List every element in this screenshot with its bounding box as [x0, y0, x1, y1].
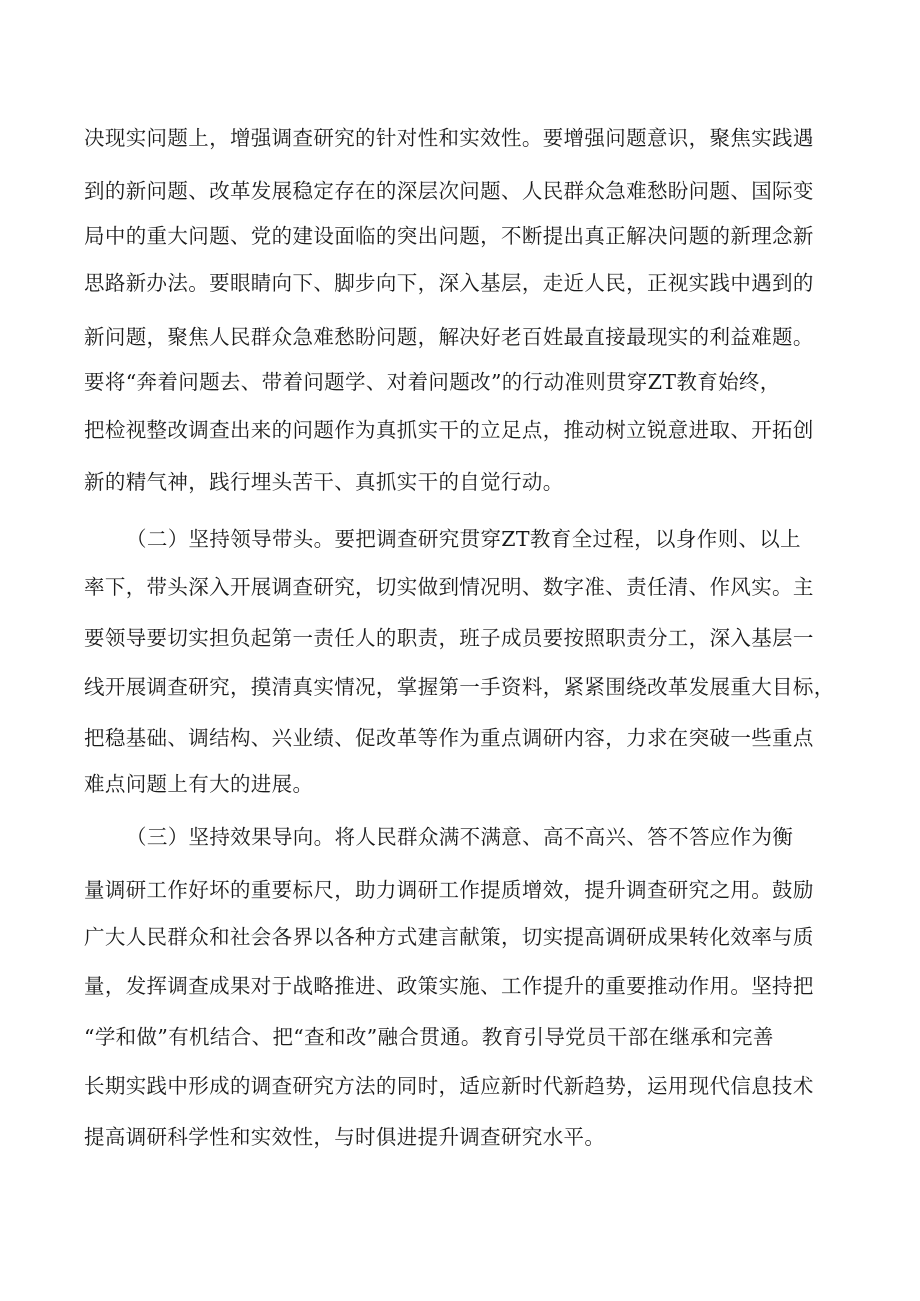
text-line: 提高调研科学性和实效性，与时俱进提升调查研究水平。	[84, 1125, 606, 1149]
text-line: 率下，带头深入开展调查研究，切实做到情况明、数字准、责任清、作风实。主	[84, 575, 814, 599]
text-line: 思路新办法。要眼睛向下、脚步向下，深入基层，走近人民，正视实践中遇到的	[84, 271, 814, 295]
text-line: 新的精气神，践行埋头苦干、真抓实干的自觉行动。	[84, 470, 564, 494]
text-line: 长期实践中形成的调查研究方法的同时，适应新时代新趋势，运用现代信息技术	[84, 1074, 814, 1098]
text-line: 决现实问题上，增强调查研究的针对性和实效性。要增强问题意识，聚焦实践遇	[84, 126, 814, 150]
text-line: 难点问题上有大的进展。	[84, 772, 314, 796]
text-line: 新问题，聚焦人民群众急难愁盼问题，解决好老百姓最直接最现实的利益难题。	[84, 325, 814, 349]
text-line: 量，发挥调查成果对于战略推进、政策实施、工作提升的重要推动作用。坚持把	[84, 974, 814, 998]
text-line: 局中的重大问题、党的建设面临的突出问题，不断提出真正解决问题的新理念新	[84, 224, 814, 248]
text-line: 线开展调查研究，摸清真实情况，掌握第一手资料，紧紧围绕改革发展重大目标，	[84, 675, 835, 699]
text-line: 量调研工作好坏的重要标尺，助力调研工作提质增效，提升调查研究之用。鼓励	[84, 878, 814, 902]
text-line: 广大人民群众和社会各界以各种方式建言献策，切实提高调研成果转化效率与质	[84, 925, 814, 949]
text-line: 把检视整改调查出来的问题作为真抓实干的立足点，推动树立锐意进取、开拓创	[84, 418, 814, 442]
text-line: 把稳基础、调结构、兴业绩、促改革等作为重点调研内容，力求在突破一些重点	[84, 726, 814, 750]
text-line: （三）坚持效果导向。将人民群众满不满意、高不高兴、答不答应作为衡	[126, 825, 794, 849]
text-line: 到的新问题、改革发展稳定存在的深层次问题、人民群众急难愁盼问题、国际变	[84, 179, 814, 203]
text-line: “学和做”有机结合、把“查和改”融合贯通。教育引导党员干部在继承和完善	[84, 1025, 774, 1049]
text-line: （二）坚持领导带头。要把调查研究贯穿ZT教育全过程，以身作则、以上	[126, 527, 801, 551]
text-line: 要领导要切实担负起第一责任人的职责，班子成员要按照职责分工，深入基层一	[84, 626, 814, 650]
text-line: 要将“奔着问题去、带着问题学、对着问题改”的行动准则贯穿ZT教育始终，	[84, 370, 781, 394]
